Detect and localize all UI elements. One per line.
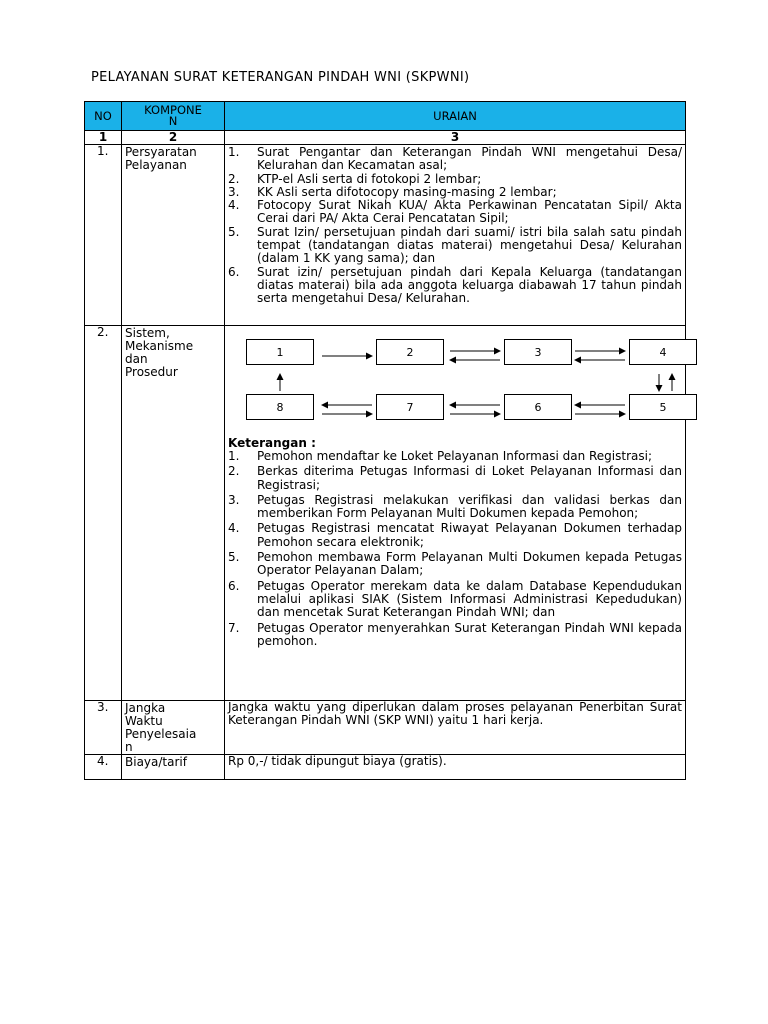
table-row	[85, 755, 686, 780]
komponen-line: Persyaratan	[125, 145, 197, 159]
flow-box-7: 7	[376, 394, 444, 420]
flow-box-1: 1	[246, 339, 314, 365]
row-uraian: Jangka waktu yang diperlukan dalam proses pelayanan Penerbitan Surat Keterangan Pindah WNI (SKP WNI) yaitu 1 hari kerja.	[225, 701, 686, 755]
item-text: Berkas diterima Petugas Informasi di Loket Pelayanan Informasi dan Registrasi;	[257, 464, 682, 492]
item-text: Pemohon membawa Form Pelayanan Multi Dokumen kepada Petugas Operator Pelayanan Dalam;	[257, 550, 682, 578]
item-text: Pemohon mendaftar ke Loket Pelayanan Informasi dan Registrasi;	[257, 449, 653, 463]
table-row	[85, 145, 686, 326]
procedure-flowchart	[228, 334, 682, 430]
row-uraian: Rp 0,-/ tidak dipungut biaya (gratis).	[225, 755, 686, 780]
header-uraian: URAIAN	[225, 102, 686, 131]
item-number: 4.	[228, 198, 240, 213]
item-text: Petugas Registrasi melakukan verifikasi dan validasi berkas dan memberikan Form Pelayanan Multi Dokumen kepada Pemohon;	[257, 492, 682, 521]
flow-box-4: 4	[629, 339, 697, 365]
column-number-row	[85, 131, 686, 145]
list-item	[228, 465, 682, 492]
item-text: KK Asli serta difotocopy masing-masing 2 lembar;	[257, 184, 557, 199]
document-title: PELAYANAN SURAT KETERANGAN PINDAH WNI (SKPWNI)	[91, 70, 470, 85]
item-text: Surat Pengantar dan Keterangan Pindah WNI mengetahui Desa/ Kelurahan dan Kecamatan asal;	[257, 145, 682, 173]
komponen-line: Biaya/tarif	[125, 755, 187, 769]
list-item	[228, 173, 682, 186]
list-item	[228, 494, 682, 521]
komponen-line: Waktu	[125, 714, 163, 728]
row-number: 2.	[85, 326, 122, 701]
column-number-1: 1	[85, 131, 122, 145]
item-number: 1.	[228, 449, 240, 463]
service-table	[84, 101, 686, 780]
row-komponen	[122, 326, 225, 701]
column-number-2: 2	[122, 131, 225, 145]
row-komponen	[122, 755, 225, 780]
item-text: Fotocopy Surat Nikah KUA/ Akta Perkawinan Pencatatan Sipil/ Akta Cerai dari PA/ Akta Cerai Pencatatan Sipil;	[257, 198, 682, 226]
item-number: 7.	[228, 620, 240, 635]
komponen-line: Mekanisme	[125, 339, 194, 353]
header-row	[85, 102, 686, 131]
item-text: Petugas Operator merekam data ke dalam Database Kependudukan melalui aplikasi SIAK (Sistem Informasi Administrasi Kepedudukan) dan mencetak Surat Keterangan Pindah WNI; dan	[257, 578, 682, 620]
list-item	[228, 226, 682, 266]
item-text: KTP-el Asli serta di fotokopi 2 lembar;	[257, 171, 482, 186]
komponen-line: Jangka	[125, 701, 166, 715]
procedure-steps-list	[228, 450, 682, 648]
item-number: 2.	[228, 171, 240, 186]
requirements-list	[228, 146, 682, 306]
header-no: NO	[85, 102, 122, 131]
table-row	[85, 701, 686, 755]
komponen-line: Penyelesaia	[125, 727, 197, 741]
item-number: 5.	[228, 550, 240, 565]
list-item	[228, 450, 682, 463]
header-komponen-line1: KOMPONE	[144, 103, 202, 117]
item-text: Surat Izin/ persetujuan pindah dari suami/ istri bila salah satu pindah tempat (tandatangan diatas materai) mengetahui Desa/ Kelurahan (dalam 1 KK yang sama); dan	[257, 224, 682, 266]
flow-box-2: 2	[376, 339, 444, 365]
list-item	[228, 266, 682, 306]
header-komponen-line2: N	[168, 114, 178, 128]
item-text: Surat izin/ persetujuan pindah dari Kepala Keluarga (tandatangan diatas materai) bila ada anggota keluarga diabawah 17 tahun pindah serta mengetahui Desa/ Kelurahan.	[257, 264, 682, 306]
flow-box-3: 3	[504, 339, 572, 365]
row-komponen	[122, 145, 225, 326]
row-number: 4.	[85, 755, 122, 780]
item-number: 1.	[228, 145, 240, 159]
row-komponen	[122, 701, 225, 755]
flow-box-8: 8	[246, 394, 314, 420]
item-number: 4.	[228, 521, 240, 536]
row-number: 3.	[85, 701, 122, 755]
flow-box-5: 5	[629, 394, 697, 420]
item-number: 3.	[228, 492, 240, 507]
item-number: 6.	[228, 578, 240, 593]
komponen-line: Sistem,	[125, 326, 170, 340]
row-number: 1.	[85, 145, 122, 326]
komponen-line: Pelayanan	[125, 158, 187, 172]
komponen-line: dan	[125, 352, 148, 366]
row-uraian	[225, 326, 686, 701]
list-item	[228, 186, 682, 199]
item-number: 6.	[228, 264, 240, 279]
list-item	[228, 580, 682, 620]
list-item	[228, 551, 682, 578]
item-text: Petugas Operator menyerahkan Surat Keterangan Pindah WNI kepada pemohon.	[257, 620, 682, 648]
flow-box-6: 6	[504, 394, 572, 420]
table-row	[85, 326, 686, 701]
item-number: 3.	[228, 184, 240, 199]
list-item	[228, 199, 682, 226]
list-item	[228, 622, 682, 649]
header-komponen	[122, 102, 225, 131]
row-uraian	[225, 145, 686, 326]
list-item	[228, 522, 682, 549]
keterangan-title: Keterangan :	[228, 436, 316, 450]
column-number-3: 3	[225, 131, 686, 145]
komponen-line: Prosedur	[125, 365, 178, 379]
list-item	[228, 146, 682, 173]
item-number: 2.	[228, 464, 240, 479]
item-number: 5.	[228, 224, 240, 239]
item-text: Petugas Registrasi mencatat Riwayat Pelayanan Dokumen terhadap Pemohon secara elektronik;	[257, 521, 682, 549]
komponen-line: n	[125, 740, 133, 754]
